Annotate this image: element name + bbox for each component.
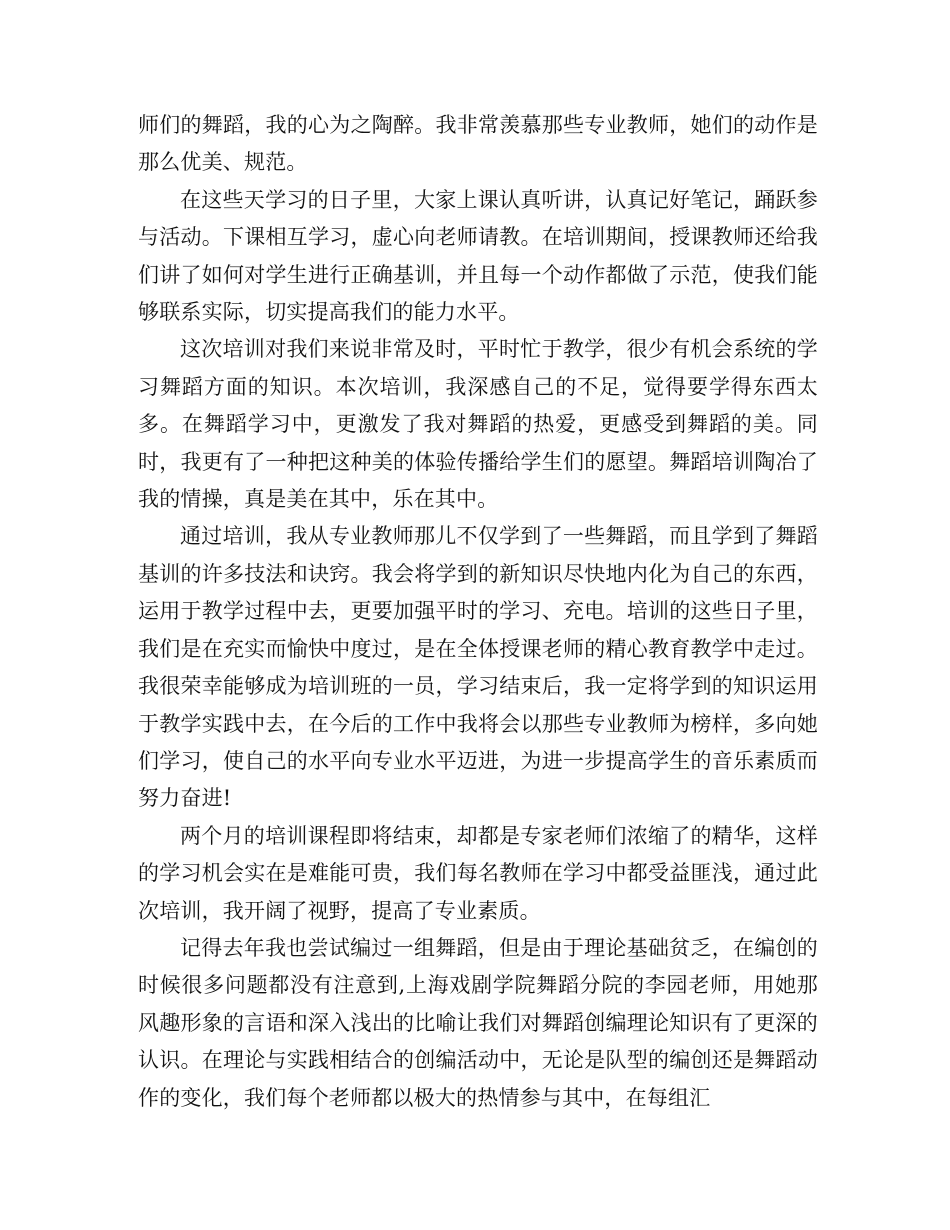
paragraph-choreography: 记得去年我也尝试编过一组舞蹈，但是由于理论基础贫乏，在编创的时候很多问题都没有注意到,上海戏剧学院舞蹈分院的李园老师，用她那风趣形象的言语和深入浅出的比喻让我们对舞蹈创编理论知识有了更深的认识。在理论与实践相结合的创编活动中，无论是队型的编创还是舞蹈动作的变化，我们每个老师都以极大的热情参与其中，在每组汇 [138, 935, 818, 1110]
paragraph-through-training: 通过培训，我从专业教师那儿不仅学到了一些舞蹈，而且学到了舞蹈基训的许多技法和诀窍。我会将学到的新知识尽快地内化为自己的东西，运用于教学过程中去，更要加强平时的学习、充电。培训的这些日子里，我们是在充实而愉快中度过，是在全体授课老师的精心教育教学中走过。我很荣幸能够成为培训班的一员，学习结束后，我一定将学到的知识运用于教学实践中去，在今后的工作中我将会以那些专业教师为榜样，多向她们学习，使自己的水平向专业水平迈进，为进一步提高学生的音乐素质而努力奋进! [138, 524, 818, 811]
body-text [138, 107, 818, 1117]
paragraph-study-days: 在这些天学习的日子里，大家上课认真听讲，认真记好笔记，踊跃参与活动。下课相互学习，虚心向老师请教。在培训期间，授课教师还给我们讲了如何对学生进行正确基训，并且每一个动作都做了示范，使我们能够联系实际，切实提高我们的能力水平。 [138, 187, 818, 325]
paragraph-timely-training: 这次培训对我们来说非常及时，平时忙于教学，很少有机会系统的学习舞蹈方面的知识。本次培训，我深感自己的不足，觉得要学得东西太多。在舞蹈学习中，更激发了我对舞蹈的热爱，更感受到舞蹈的美。同时，我更有了一种把这种美的体验传播给学生们的愿望。舞蹈培训陶冶了我的情操，真是美在其中，乐在其中。 [138, 337, 818, 512]
paragraph-two-months: 两个月的培训课程即将结束，却都是专家老师们浓缩了的精华，这样的学习机会实在是难能可贵，我们每名教师在学习中都受益匪浅，通过此次培训，我开阔了视野，提高了专业素质。 [138, 823, 818, 923]
paragraph-continued: 师们的舞蹈，我的心为之陶醉。我非常羡慕那些专业教师，她们的动作是那么优美、规范。 [138, 113, 818, 175]
